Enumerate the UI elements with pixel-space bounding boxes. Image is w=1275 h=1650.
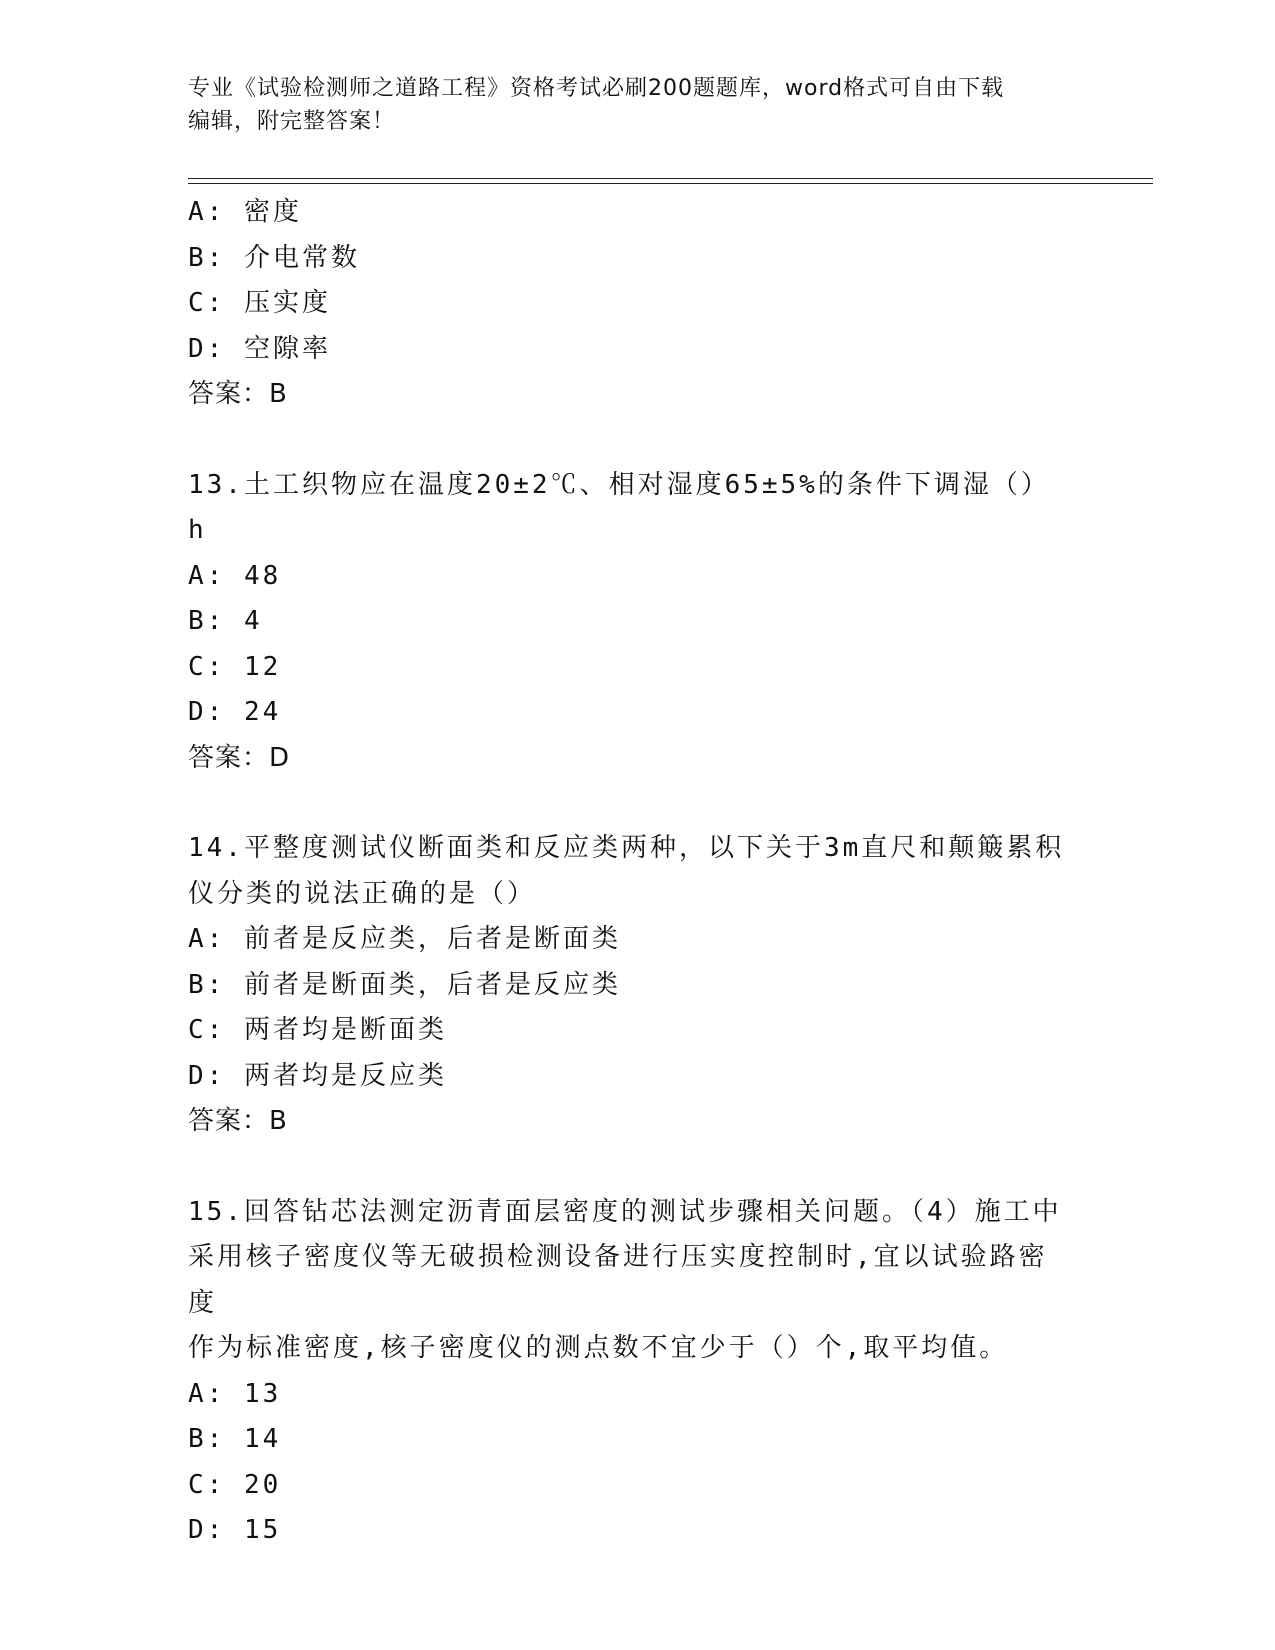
header-rule-top xyxy=(188,178,1153,179)
question-text-line-2: 仪分类的说法正确的是（） xyxy=(188,878,537,909)
option-c: C: 两者均是断面类 xyxy=(188,1015,447,1045)
option-a: A: 前者是反应类，后者是断面类 xyxy=(188,924,621,954)
question-text: 13.土工织物应在温度20±2℃、相对湿度65±5%的条件下调湿（）h xyxy=(188,469,1050,545)
document-header xyxy=(188,72,1088,138)
option-c: C: 20 xyxy=(188,1469,282,1500)
option-b: B: 介电常数 xyxy=(188,242,360,273)
question-text-line-2: 采用核子密度仪等无破损检测设备进行压实度控制时,宜以试验路密度 xyxy=(188,1242,1048,1318)
option-a: A: 密度 xyxy=(188,197,302,227)
option-c: C: 12 xyxy=(188,651,282,682)
question-content xyxy=(188,190,1088,1554)
option-c: C: 压实度 xyxy=(188,288,331,318)
question-13 xyxy=(188,463,1088,782)
option-b: B: 14 xyxy=(188,1424,282,1454)
header-line-1: 专业《试验检测师之道路工程》资格考试必刷200题题库，word格式可自由下载 xyxy=(188,76,1005,101)
option-a: A: 13 xyxy=(188,1378,282,1409)
question-12-continued xyxy=(188,190,1088,418)
option-b: B: 前者是断面类，后者是反应类 xyxy=(188,969,621,1000)
answer-line: 答案：D xyxy=(188,742,291,773)
question-text-line-3: 作为标准密度,核子密度仪的测点数不宜少于（）个,取平均值。 xyxy=(188,1333,1009,1363)
question-15 xyxy=(188,1190,1088,1554)
question-14 xyxy=(188,826,1088,1145)
question-text-line-1: 14.平整度测试仪断面类和反应类两种，以下关于3m直尺和颠簸累积 xyxy=(188,833,1065,863)
spacer xyxy=(188,1145,1088,1190)
question-text-line-1: 15.回答钻芯法测定沥青面层密度的测试步骤相关问题。（4）施工中 xyxy=(188,1196,1062,1227)
option-d: D: 15 xyxy=(188,1515,282,1545)
answer-line: 答案：B xyxy=(188,379,288,409)
spacer xyxy=(188,781,1088,826)
option-d: D: 空隙率 xyxy=(188,333,331,364)
option-b: B: 4 xyxy=(188,606,263,636)
spacer xyxy=(188,418,1088,463)
option-a: A: 48 xyxy=(188,560,282,591)
answer-line: 答案：B xyxy=(188,1106,288,1136)
header-rule-bottom xyxy=(188,183,1153,184)
header-line-2: 编辑，附完整答案！ xyxy=(188,109,396,134)
option-d: D: 两者均是反应类 xyxy=(188,1060,447,1091)
option-d: D: 24 xyxy=(188,697,282,727)
